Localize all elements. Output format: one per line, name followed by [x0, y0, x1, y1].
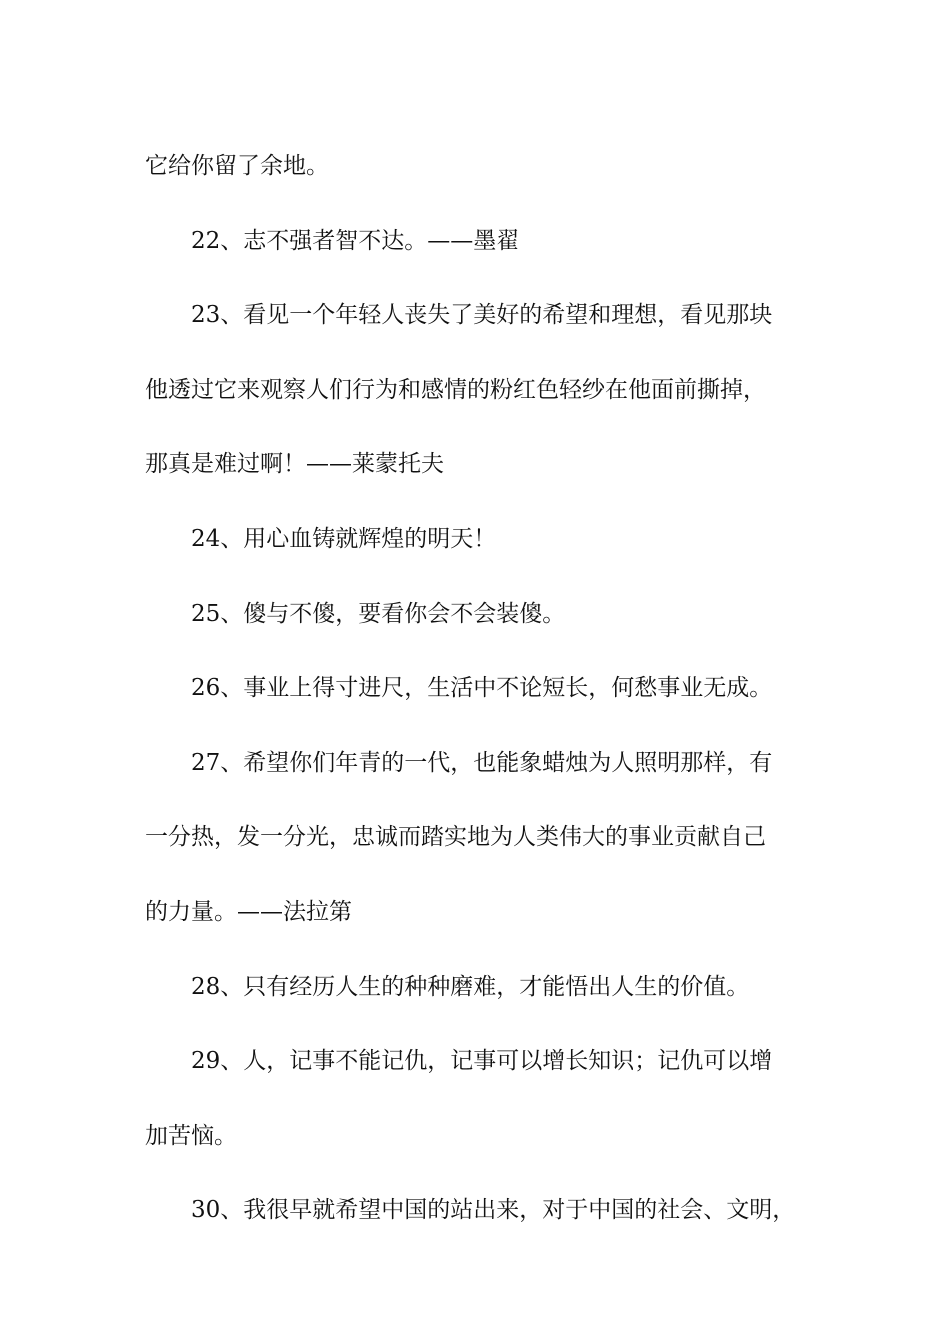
- text-line: 加苦恼。: [145, 1122, 237, 1149]
- document-body: [145, 129, 825, 1248]
- text-line: 26、事业上得寸进尺，生活中不论短长，何愁事业无成。: [191, 675, 773, 702]
- text-line: 30、我很早就希望中国的站出来，对于中国的社会、文明，: [191, 1197, 796, 1224]
- text-line: 的力量。——法拉第: [145, 898, 352, 925]
- text-line: 27、希望你们年青的一代，也能象蜡烛为人照明那样，有: [191, 749, 773, 776]
- text-line: 28、只有经历人生的种种磨难，才能悟出人生的价值。: [191, 973, 750, 1000]
- text-line: 22、志不强者智不达。——墨翟: [191, 227, 520, 254]
- text-line: 他透过它来观察人们行为和感情的粉红色轻纱在他面前撕掉，: [145, 376, 766, 403]
- text-line: 一分热，发一分光，忠诚而踏实地为人类伟大的事业贡献自己: [145, 824, 766, 851]
- text-line: 它给你留了余地。: [145, 153, 329, 179]
- text-line: 29、人，记事不能记仇，记事可以增长知识；记仇可以增: [191, 1048, 773, 1075]
- text-line: 24、用心血铸就辉煌的明天！: [191, 525, 497, 552]
- text-line: 那真是难过啊！——莱蒙托夫: [145, 451, 444, 478]
- text-line: 23、看见一个年轻人丧失了美好的希望和理想，看见那块: [191, 302, 773, 329]
- text-line: 25、傻与不傻，要看你会不会装傻。: [191, 600, 566, 627]
